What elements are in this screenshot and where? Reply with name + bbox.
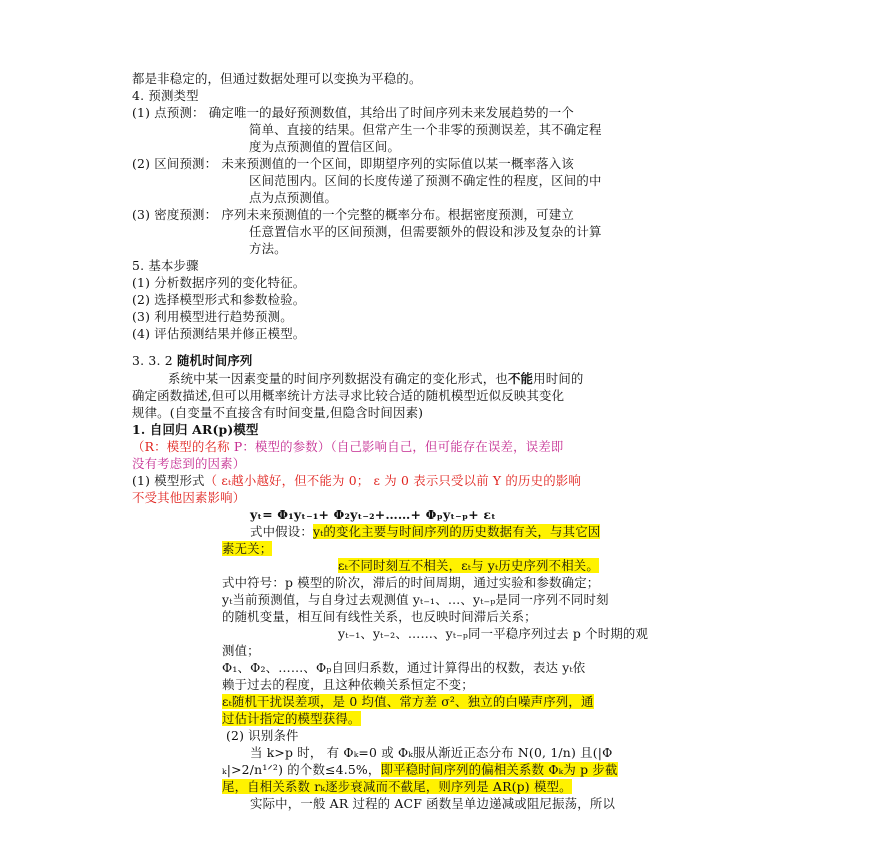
text-line: Φ₁、Φ₂、……、Φₚ自回归系数，通过计算得出的权数，表达 yₜ依: [222, 660, 586, 675]
text-line: 区间范围内。区间的长度传递了预测不确定性的程度，区间的中: [249, 173, 602, 188]
step-item: (3) 利用模型进行趋势预测。: [132, 309, 293, 324]
model-form-line: [132, 472, 581, 490]
text-line: [222, 761, 618, 779]
annotation-line: [132, 438, 564, 456]
text-line: [168, 370, 584, 388]
text-line: [222, 778, 572, 796]
text-line: yₜ当前预测值，与自身过去观测值 yₜ₋₁、…、yₜ₋ₚ是同一序列不同时刻: [222, 592, 609, 607]
highlighted-text: εₜ不同时刻互不相关，εₜ与 yₜ历史序列不相关。: [338, 558, 599, 573]
ar-equation: yₜ= Φ₁yₜ₋₁+ Φ₂yₜ₋₂+……+ Φₚyₜ₋ₚ+ εₜ: [250, 507, 496, 522]
text-line: (1) 点预测： 确定唯一的最好预测数值，其给出了时间序列未来发展趋势的一个: [132, 105, 574, 120]
highlighted-text: yₜ的变化主要与时间序列的历史数据有关，与其它因: [312, 524, 601, 539]
text-line: 当 k>p 时， 有 Φₖ=0 或 Φₖ服从渐近正态分布 N(0, 1/n) 且(|Φ: [250, 745, 613, 760]
text-span: ₖ|>2/n¹ᐟ²) 的个数≤4.5%，: [222, 762, 381, 777]
highlighted-text: 即平稳时间序列的偏相关系数 Φₖ为 p 步截: [380, 762, 618, 777]
text-line: yₜ₋₁、yₜ₋₂、……、yₜ₋ₚ同一平稳序列过去 p 个时期的观: [338, 626, 649, 641]
text-line: 确定函数描述,但可以用概率统计方法寻求比较合适的随机模型近似反映其变化: [132, 388, 565, 403]
annotation-line: 没有考虑到的因素）: [132, 456, 246, 471]
text-line: 简单、直接的结果。但常产生一个非零的预测误差，其不确定程: [249, 122, 602, 137]
text-span: 系统中某一因素变量的时间序列数据没有确定的变化形式，也: [168, 371, 508, 386]
text-line: (2) 区间预测： 未来预测值的一个区间，即期望序列的实际值以某一概率落入该: [132, 156, 574, 171]
section-number: 3. 3. 2: [132, 353, 177, 368]
text-line: 规律。(自变量不直接含有时间变量,但隐含时间因素): [132, 405, 424, 420]
text-line: 的随机变量，相互间有线性关系，也反映时间滞后关系；: [222, 609, 537, 624]
noise-line: [222, 710, 361, 728]
model-form-label: (1) 模型形式: [132, 473, 205, 488]
annotation-r: （R：模型的名称: [132, 439, 234, 454]
text-line: 赖于过去的程度，且这种依赖关系恒定不变；: [222, 677, 474, 692]
assumption-line: [338, 557, 599, 575]
assumption-line: [222, 540, 272, 558]
section-title-text: 随机时间序列: [176, 353, 253, 368]
assumption-line: [250, 523, 600, 541]
section-heading-basic-steps: 5. 基本步骤: [132, 258, 199, 273]
text-span-bold: 不能: [507, 371, 534, 386]
text-line: 度为点预测值的置信区间。: [249, 139, 401, 154]
step-item: (1) 分析数据序列的变化特征。: [132, 275, 306, 290]
highlighted-text: εₜ随机干扰误差项，是 0 均值、常方差 σ²、独立的白噪声序列，通: [222, 694, 594, 709]
highlighted-text: 过估计指定的模型获得。: [222, 711, 361, 726]
text-line: 点为点预测值。: [249, 190, 338, 205]
noise-line: [222, 693, 594, 711]
text-line: 任意置信水平的区间预测，但需要额外的假设和涉及复杂的计算: [249, 224, 602, 239]
text-line: 方法。: [249, 241, 287, 256]
section-title: [132, 352, 253, 370]
highlighted-text: 尾，自相关系数 rₖ逐步衰减而不截尾，则序列是 AR(p) 模型。: [222, 779, 572, 794]
text-line: (3) 密度预测： 序列未来预测值的一个完整的概率分布。根据密度预测，可建立: [132, 207, 574, 222]
annotation-p: P：模型的参数）（自己影响自己，但可能存在误差，误差即: [233, 439, 564, 454]
text-line: 式中符号：p 模型的阶次，滞后的时间周期，通过实验和参数确定；: [222, 575, 600, 590]
step-item: (4) 评估预测结果并修正模型。: [132, 326, 306, 341]
section-heading-forecast-types: 4. 预测类型: [132, 88, 199, 103]
step-item: (2) 选择模型形式和参数检验。: [132, 292, 306, 307]
subsection-heading-ar: 1. 自回归 AR(p)模型: [132, 422, 259, 437]
subsection-heading-identification: (2) 识别条件: [226, 728, 299, 743]
text-line: 测值；: [222, 643, 260, 658]
intro-line: 都是非稳定的，但通过数据处理可以变换为平稳的。: [132, 71, 422, 86]
text-line: 实际中，一般 AR 过程的 ACF 函数呈单边递减或阻尼振荡，所以: [250, 796, 616, 811]
text-span: 用时间的: [533, 371, 584, 386]
highlighted-text: 素无关；: [222, 541, 273, 556]
model-form-note: （ εₜ越小越好，但不能为 0； ε 为 0 表示只受以前 Y 的历史的影响: [204, 473, 581, 488]
assumption-label: 式中假设：: [250, 524, 313, 539]
model-form-note-line: 不受其他因素影响）: [132, 490, 246, 505]
